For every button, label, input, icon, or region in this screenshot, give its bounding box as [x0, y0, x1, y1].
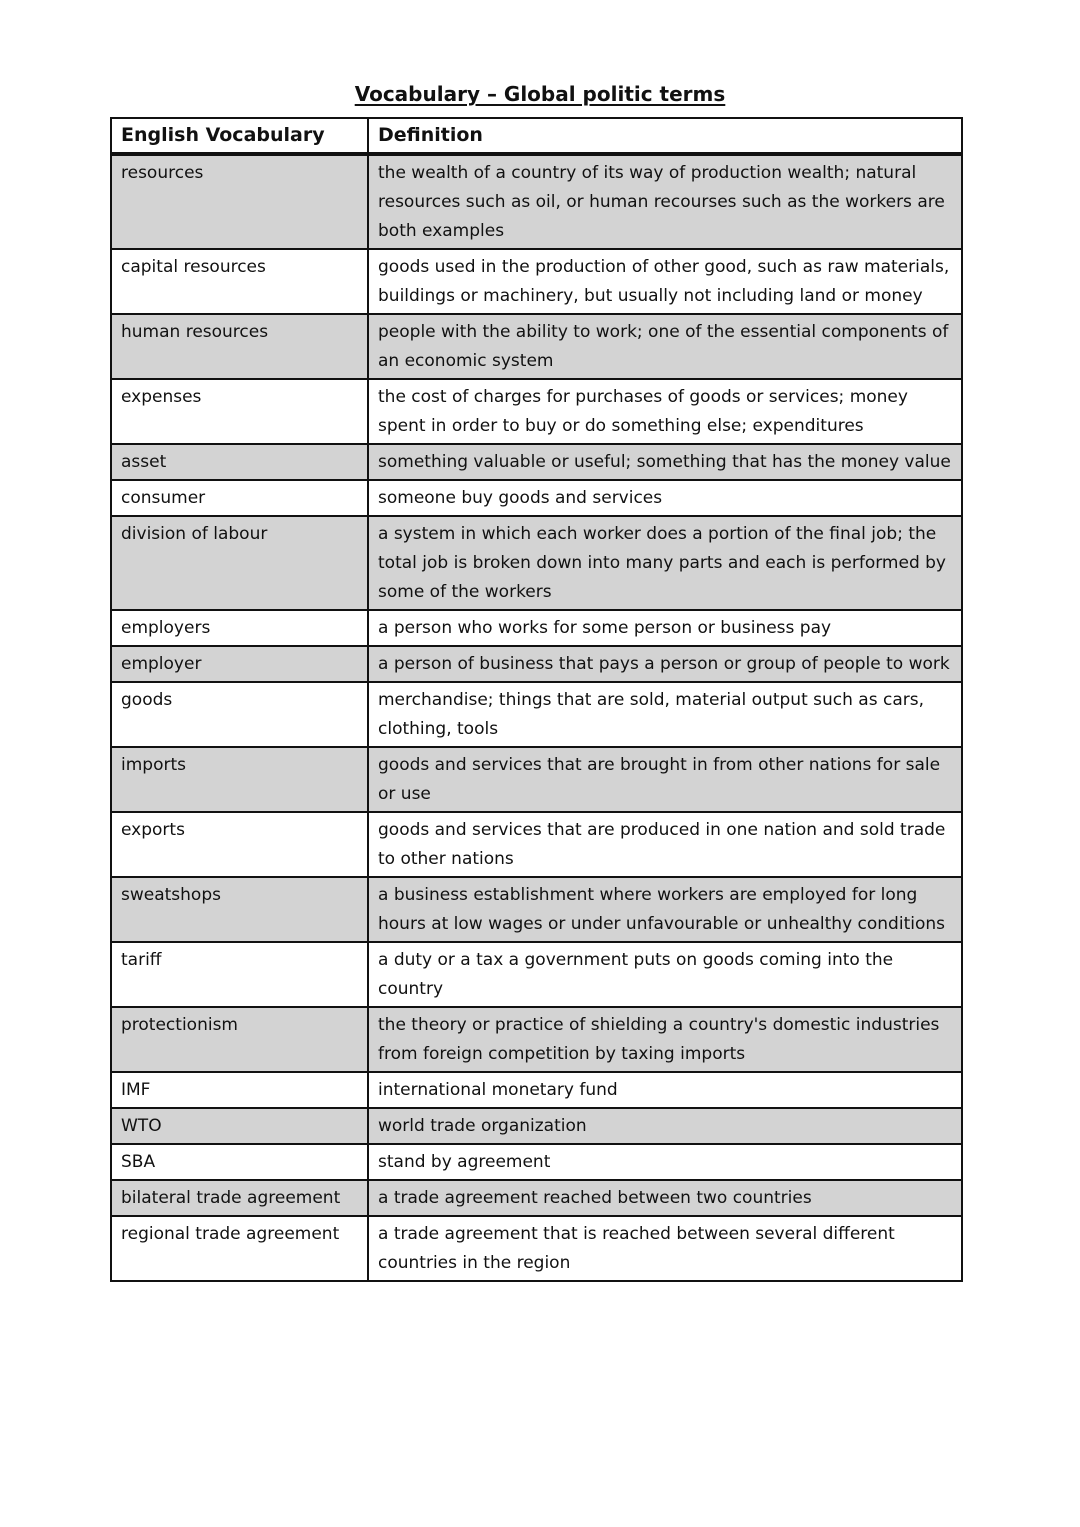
table-row: [111, 1144, 962, 1180]
term-cell: sweatshops: [111, 877, 368, 942]
definition-cell: merchandise; things that are sold, material output such as cars, clothing, tools: [368, 682, 962, 747]
term-cell: employers: [111, 610, 368, 646]
term-cell: WTO: [111, 1108, 368, 1144]
page-title: [0, 80, 1080, 108]
definition-cell: people with the ability to work; one of the essential components of an economic system: [368, 314, 962, 379]
term-cell: SBA: [111, 1144, 368, 1180]
table-row: [111, 877, 962, 942]
term-cell: protectionism: [111, 1007, 368, 1072]
definition-cell: a trade agreement that is reached between several different countries in the region: [368, 1216, 962, 1281]
definition-cell: a business establishment where workers are employed for long hours at low wages or under unfavourable or unhealthy conditions: [368, 877, 962, 942]
term-cell: goods: [111, 682, 368, 747]
term-cell: human resources: [111, 314, 368, 379]
definition-cell: a person who works for some person or business pay: [368, 610, 962, 646]
table-row: [111, 249, 962, 314]
definition-cell: a system in which each worker does a portion of the final job; the total job is broken down into many parts and each is performed by some of the workers: [368, 516, 962, 610]
term-cell: bilateral trade agreement: [111, 1180, 368, 1216]
term-cell: employer: [111, 646, 368, 682]
table-header-row: [111, 118, 962, 154]
table-row: [111, 516, 962, 610]
definition-cell: the theory or practice of shielding a country's domestic industries from foreign competition by taxing imports: [368, 1007, 962, 1072]
term-cell: resources: [111, 154, 368, 249]
table-row: [111, 1108, 962, 1144]
definition-cell: goods and services that are brought in from other nations for sale or use: [368, 747, 962, 812]
definition-cell: the cost of charges for purchases of goods or services; money spent in order to buy or do something else; expenditures: [368, 379, 962, 444]
table-row: [111, 314, 962, 379]
term-cell: expenses: [111, 379, 368, 444]
definition-cell: goods and services that are produced in one nation and sold trade to other nations: [368, 812, 962, 877]
definition-cell: the wealth of a country of its way of production wealth; natural resources such as oil, or human recourses such as the workers are both examples: [368, 154, 962, 249]
term-cell: IMF: [111, 1072, 368, 1108]
table-row: [111, 747, 962, 812]
definition-cell: a duty or a tax a government puts on goods coming into the country: [368, 942, 962, 1007]
table-row: [111, 1216, 962, 1281]
term-cell: capital resources: [111, 249, 368, 314]
table-row: [111, 646, 962, 682]
definition-cell: goods used in the production of other good, such as raw materials, buildings or machinery, but usually not including land or money: [368, 249, 962, 314]
table-row: [111, 444, 962, 480]
term-cell: tariff: [111, 942, 368, 1007]
definition-cell: international monetary fund: [368, 1072, 962, 1108]
definition-cell: stand by agreement: [368, 1144, 962, 1180]
table-row: [111, 610, 962, 646]
table-row: [111, 1007, 962, 1072]
header-term: English Vocabulary: [111, 118, 368, 154]
definition-cell: a trade agreement reached between two countries: [368, 1180, 962, 1216]
term-cell: imports: [111, 747, 368, 812]
term-cell: exports: [111, 812, 368, 877]
term-cell: asset: [111, 444, 368, 480]
definition-cell: a person of business that pays a person or group of people to work: [368, 646, 962, 682]
definition-cell: someone buy goods and services: [368, 480, 962, 516]
table-row: [111, 812, 962, 877]
table-row: [111, 154, 962, 249]
term-cell: consumer: [111, 480, 368, 516]
table-body: [111, 154, 962, 1281]
vocabulary-table: [110, 117, 963, 1282]
table-row: [111, 379, 962, 444]
table-row: [111, 682, 962, 747]
header-definition: Definition: [368, 118, 962, 154]
table-row: [111, 1072, 962, 1108]
term-cell: division of labour: [111, 516, 368, 610]
table-row: [111, 1180, 962, 1216]
definition-cell: something valuable or useful; something that has the money value: [368, 444, 962, 480]
definition-cell: world trade organization: [368, 1108, 962, 1144]
page-title-text: Vocabulary – Global politic terms: [354, 82, 726, 106]
term-cell: regional trade agreement: [111, 1216, 368, 1281]
table-row: [111, 942, 962, 1007]
table-row: [111, 480, 962, 516]
